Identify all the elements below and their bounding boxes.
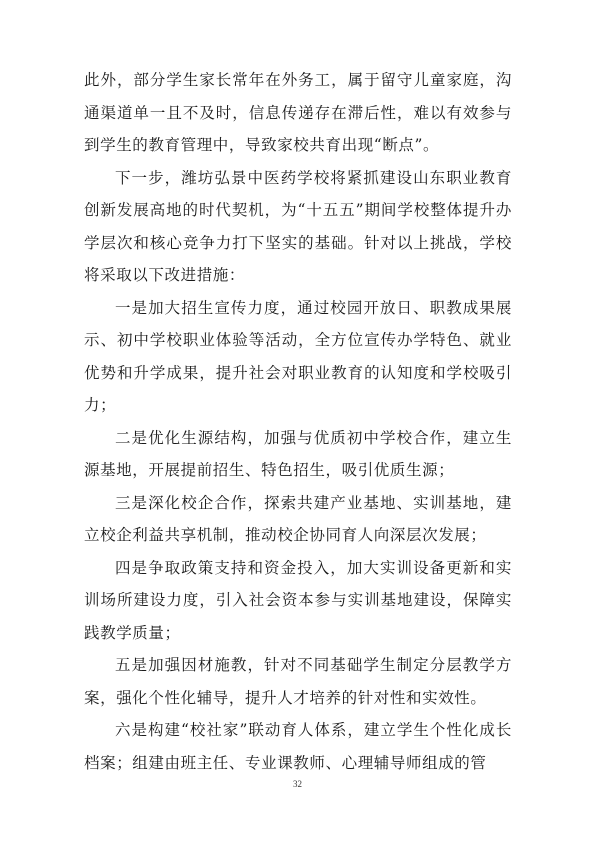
paragraph-measure-6: 六是构建“校社家”联动育人体系，建立学生个性化成长档案；组建由班主任、专业课教师、心理辅导师组成的管: [84, 721, 512, 772]
paragraph-measure-3: 三是深化校企合作，探索共建产业基地、实训基地，建立校企利益共享机制，推动校企协同育人向深层次发展；: [84, 493, 512, 544]
page-number: 32: [293, 779, 302, 789]
paragraph-continuation: 此外，部分学生家长常年在外务工，属于留守儿童家庭，沟通渠道单一且不及时，信息传递存在滞后性，难以有效参与到学生的教育管理中，导致家校共育出现“断点”。: [84, 71, 512, 154]
paragraph-measure-1: 一是加大招生宣传力度，通过校园开放日、职教成果展示、初中学校职业体验等活动，全方位宣传办学特色、就业优势和升学成果，提升社会对职业教育的认知度和学校吸引力；: [84, 298, 512, 414]
paragraph-measure-5: 五是加强因材施教，针对不同基础学生制定分层教学方案，强化个性化辅导，提升人才培养的针对性和实效性。: [84, 656, 512, 707]
body-text: [84, 64, 512, 779]
paragraph-next-step: 下一步，潍坊弘景中医药学校将紧抓建设山东职业教育创新发展高地的时代契机，为“十五五”期间学校整体提升办学层次和核心竞争力打下坚实的基础。针对以上挑战，学校将采取以下改进措施：: [84, 168, 512, 284]
paragraph-measure-2: 二是优化生源结构，加强与优质初中学校合作，建立生源基地，开展提前招生、特色招生，吸引优质生源；: [84, 428, 512, 479]
paragraph-measure-4: 四是争取政策支持和资金投入，加大实训设备更新和实训场所建设力度，引入社会资本参与实训基地建设，保障实践教学质量；: [84, 558, 512, 642]
